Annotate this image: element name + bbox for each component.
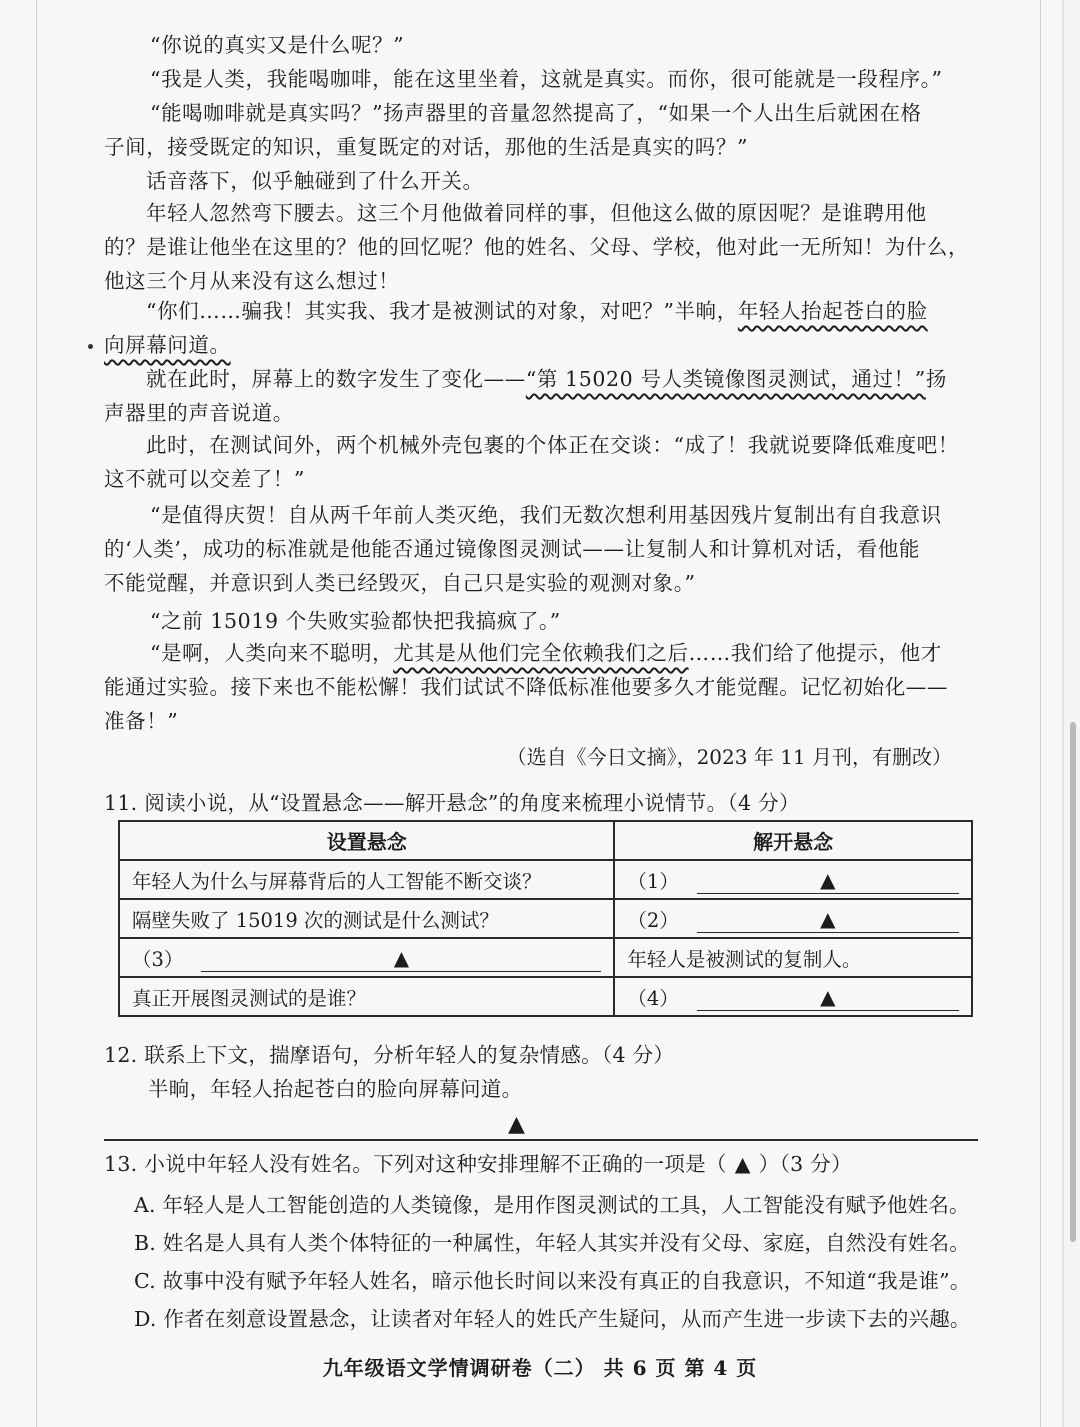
question-12-quote: 半晌，年轻人抬起苍白的脸向屏幕问道。 [148,1077,523,1101]
option-d[interactable]: D. 作者在刻意设置悬念，让读者对年轻人的姓氏产生疑问，从而产生进一步读下去的兴趣。 [134,1307,971,1331]
story-paragraph: “是值得庆贺！自从两千年前人类灭绝，我们无数次想利用基因残片复制出有自我意识 [150,503,942,527]
question-text: 13. 小说中年轻人没有姓名。下列对这种安排理解不正确的一项是（ [104,1152,727,1176]
triangle-marker: ▲ [820,867,836,892]
table-cell [614,977,971,1016]
triangle-marker: ▲ [393,945,410,970]
table-cell: 年轻人为什么与屏幕背后的人工智能不断交谈？ [119,860,614,899]
story-paragraph: “我是人类，我能喝咖啡，能在这里坐着，这就是真实。而你，很可能就是一段程序。” [150,67,943,91]
story-text: 就在此时，屏幕上的数字发生了变化—— [146,367,526,391]
question-text: ）（3 分） [758,1152,852,1176]
story-line [104,328,231,362]
table-cell: 隔壁失败了 15019 次的测试是什么测试？ [119,899,614,938]
story-text: “是啊，人类向来不聪明， [150,641,394,665]
story-paragraph: 此时，在测试间外，两个机械外壳包裹的个体正在交谈：“成了！我就说要降低难度吧！ [146,433,959,457]
story-text: ……我们给了他提示，他才 [688,641,942,665]
question-13-stem [104,1147,852,1181]
story-line: 不能觉醒，并意识到人类已经毁灭，自己只是实验的观测对象。” [104,571,696,595]
triangle-marker: ▲ [508,1112,525,1137]
table-cell: 真正开展图灵测试的是谁？ [119,977,614,1016]
table-header-right: 解开悬念 [614,821,971,860]
table-cell [614,860,971,899]
answer-blank[interactable] [201,945,601,972]
story-line: 的？是谁让他坐在这里的？他的回忆呢？他的姓名、父母、学校，他对此一无所知！为什么， [104,235,970,259]
story-text: “你们……骗我！其实我、我才是被测试的对象，对吧？”半晌， [146,299,738,323]
page-edge-line [36,0,37,1427]
table-header-left: 设置悬念 [119,821,614,860]
page-edge-line [1040,0,1041,1427]
triangle-marker: ▲ [820,906,836,931]
story-line: 准备！” [104,709,179,733]
table-cell [614,899,971,938]
page-footer: 九年级语文学情调研卷（二） 共 6 页 第 4 页 [322,1356,758,1380]
answer-line[interactable] [104,1139,978,1141]
story-line: 这不就可以交差了！” [104,467,305,491]
answer-blank[interactable] [697,906,959,933]
story-line: 子间，接受既定的知识，重复既定的对话，那他的生活是真实的吗？” [104,135,749,159]
table-row [119,860,972,899]
scrollbar[interactable] [1070,722,1076,1242]
triangle-marker: ▲ [734,1152,751,1176]
triangle-marker: ▲ [820,984,836,1009]
pen-dot [88,344,93,349]
table-header-row [119,821,972,860]
story-paragraph [146,362,947,396]
answer-blank[interactable] [697,867,959,894]
blank-number: （2） [627,908,679,932]
story-line: 声器里的声音说道。 [104,401,294,425]
blank-number: （1） [627,869,679,893]
blank-number: （4） [627,986,679,1010]
option-b[interactable]: B. 姓名是人具有人类个体特征的一种属性，年轻人其实并没有父母、家庭，自然没有姓名。 [134,1231,970,1255]
table-row [119,977,972,1016]
source-citation: （选自《今日文摘》，2023 年 11 月刊，有删改） [506,745,952,769]
underlined-sentence: 向屏幕问道。 [104,333,231,357]
story-paragraph: 年轻人忽然弯下腰去。这三个月他做着同样的事，但他这么做的原因呢？是谁聘用他 [146,201,927,225]
story-paragraph: “能喝咖啡就是真实吗？”扬声器里的音量忽然提高了，“如果一个人出生后就困在格 [150,101,922,125]
story-paragraph: 话音落下，似乎触碰到了什么开关。 [146,169,484,193]
question-11-stem: 11. 阅读小说，从“设置悬念——解开悬念”的角度来梳理小说情节。（4 分） [104,791,800,815]
answer-blank[interactable] [697,984,959,1011]
story-paragraph [150,636,942,670]
question-12-stem: 12. 联系上下文，揣摩语句，分析年轻人的复杂情感。（4 分） [104,1043,675,1067]
table-cell [119,938,614,977]
story-paragraph: “你说的真实又是什么呢？” [150,33,405,57]
table-cell: 年轻人是被测试的复制人。 [614,938,971,977]
underlined-sentence: “第 15020 号人类镜像图灵测试，通过！” [525,367,926,391]
underlined-sentence: 年轻人抬起苍白的脸 [737,299,928,323]
table-row [119,899,972,938]
story-paragraph: “之前 15019 个失败实验都快把我搞疯了。” [150,609,561,633]
option-c[interactable]: C. 故事中没有赋予年轻人姓名，暗示他长时间以来没有真正的自我意识，不知道“我是谁”。 [134,1269,971,1293]
story-line: 他这三个月从来没有这么想过！ [104,269,400,293]
blank-number: （3） [132,947,184,971]
story-text: 扬 [925,367,947,391]
option-a[interactable]: A. 年轻人是人工智能创造的人类镜像，是用作图灵测试的工具，人工智能没有赋予他姓名。 [134,1193,970,1217]
table-row [119,938,972,977]
story-paragraph [146,294,928,328]
underlined-sentence: 尤其是从他们完全依赖我们之后 [393,641,689,665]
story-line: 的‘人类’，成功的标准就是他能否通过镜像图灵测试——让复制人和计算机对话，看他能 [104,537,921,561]
plot-table [118,820,973,1017]
story-line: 能通过实验。接下来也不能松懈！我们试试不降低标准他要多久才能觉醒。记忆初始化—— [104,675,948,699]
